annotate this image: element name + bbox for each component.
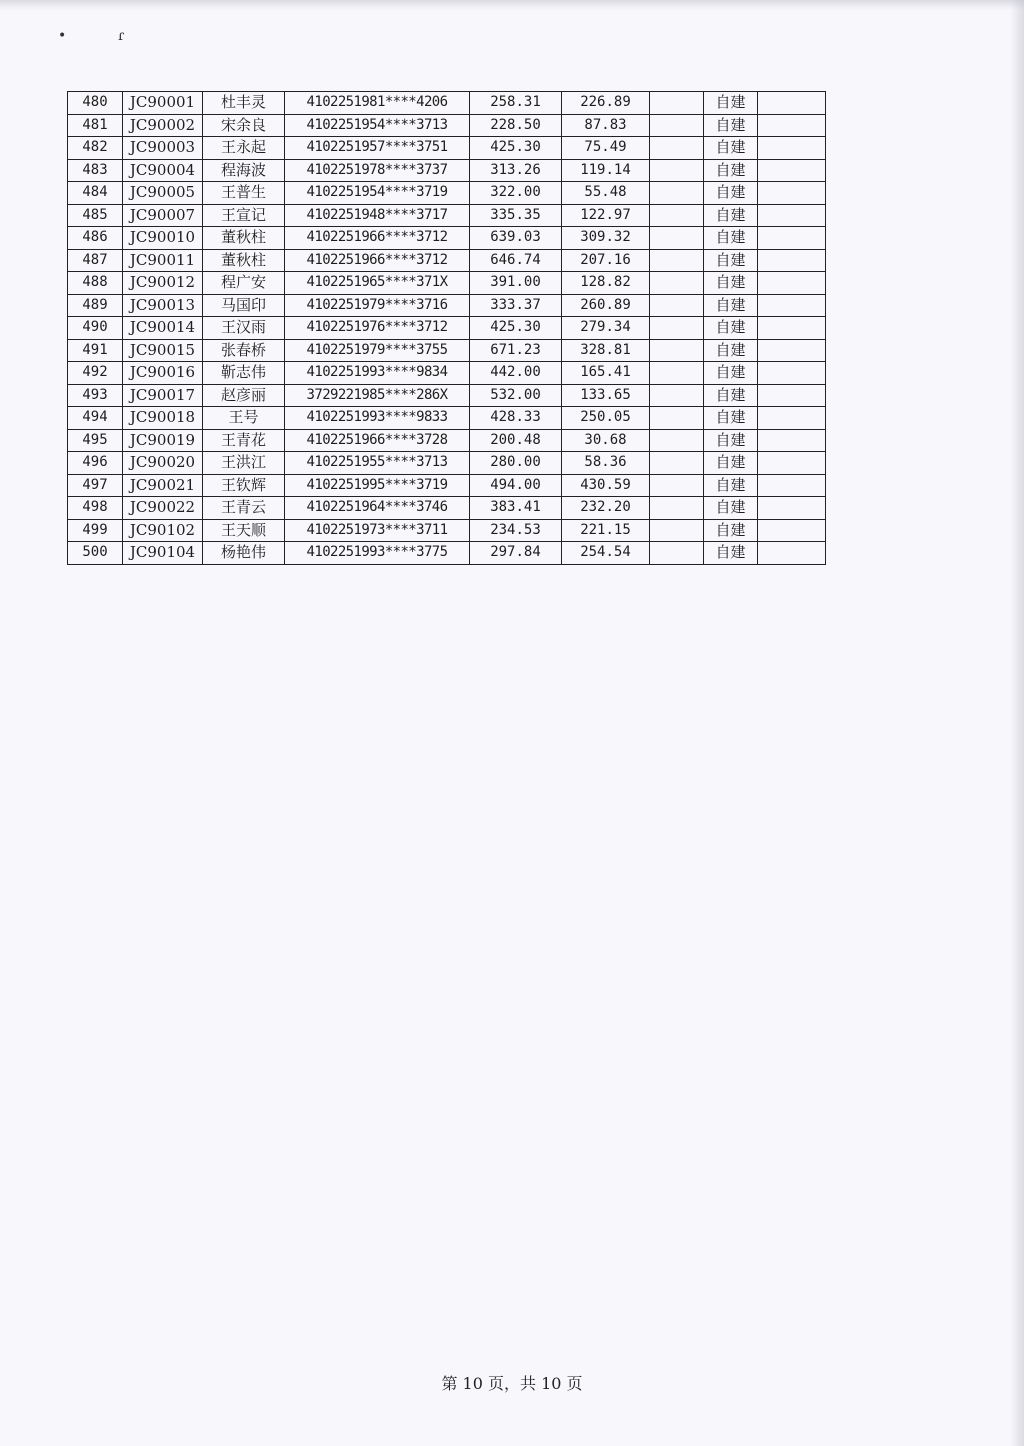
- table-row: [68, 362, 826, 385]
- seq-cell: 499: [68, 519, 123, 542]
- seq-cell: 488: [68, 272, 123, 295]
- scan-speck: •: [58, 28, 67, 44]
- scan-speck: ɾ: [118, 28, 125, 44]
- table-row: [68, 519, 826, 542]
- table-row: [68, 272, 826, 295]
- blank-cell: [650, 92, 704, 115]
- name-cell: 王洪江: [203, 452, 285, 475]
- type-cell: 自建: [704, 159, 758, 182]
- name-cell: 王汉雨: [203, 317, 285, 340]
- id-card-cell: 4102251978****3737: [285, 159, 470, 182]
- table-row: [68, 474, 826, 497]
- remark-cell: [758, 317, 826, 340]
- blank-cell: [650, 249, 704, 272]
- type-cell: 自建: [704, 474, 758, 497]
- area-a-cell: 322.00: [470, 182, 562, 205]
- id-card-cell: 4102251964****3746: [285, 497, 470, 520]
- area-a-cell: 442.00: [470, 362, 562, 385]
- id-card-cell: 4102251954****3719: [285, 182, 470, 205]
- type-cell: 自建: [704, 114, 758, 137]
- id-card-cell: 4102251965****371X: [285, 272, 470, 295]
- area-a-cell: 532.00: [470, 384, 562, 407]
- id-card-cell: 4102251981****4206: [285, 92, 470, 115]
- record-table-body: [68, 92, 826, 565]
- area-a-cell: 258.31: [470, 92, 562, 115]
- code-cell: JC90017: [123, 384, 203, 407]
- table-row: [68, 294, 826, 317]
- seq-cell: 498: [68, 497, 123, 520]
- blank-cell: [650, 452, 704, 475]
- seq-cell: 500: [68, 542, 123, 565]
- area-b-cell: 55.48: [562, 182, 650, 205]
- area-b-cell: 430.59: [562, 474, 650, 497]
- area-b-cell: 133.65: [562, 384, 650, 407]
- blank-cell: [650, 272, 704, 295]
- id-card-cell: 4102251976****3712: [285, 317, 470, 340]
- blank-cell: [650, 159, 704, 182]
- seq-cell: 484: [68, 182, 123, 205]
- code-cell: JC90102: [123, 519, 203, 542]
- type-cell: 自建: [704, 384, 758, 407]
- blank-cell: [650, 542, 704, 565]
- id-card-cell: 4102251979****3716: [285, 294, 470, 317]
- area-b-cell: 119.14: [562, 159, 650, 182]
- id-card-cell: 4102251966****3728: [285, 429, 470, 452]
- area-a-cell: 428.33: [470, 407, 562, 430]
- table-row: [68, 159, 826, 182]
- seq-cell: 492: [68, 362, 123, 385]
- blank-cell: [650, 137, 704, 160]
- area-a-cell: 639.03: [470, 227, 562, 250]
- area-b-cell: 87.83: [562, 114, 650, 137]
- remark-cell: [758, 159, 826, 182]
- code-cell: JC90104: [123, 542, 203, 565]
- table-row: [68, 452, 826, 475]
- remark-cell: [758, 204, 826, 227]
- type-cell: 自建: [704, 182, 758, 205]
- code-cell: JC90010: [123, 227, 203, 250]
- name-cell: 王钦辉: [203, 474, 285, 497]
- seq-cell: 493: [68, 384, 123, 407]
- remark-cell: [758, 384, 826, 407]
- type-cell: 自建: [704, 497, 758, 520]
- code-cell: JC90012: [123, 272, 203, 295]
- type-cell: 自建: [704, 249, 758, 272]
- remark-cell: [758, 452, 826, 475]
- type-cell: 自建: [704, 519, 758, 542]
- blank-cell: [650, 339, 704, 362]
- id-card-cell: 4102251957****3751: [285, 137, 470, 160]
- area-b-cell: 58.36: [562, 452, 650, 475]
- code-cell: JC90018: [123, 407, 203, 430]
- name-cell: 王号: [203, 407, 285, 430]
- id-card-cell: 3729221985****286X: [285, 384, 470, 407]
- table-row: [68, 317, 826, 340]
- area-a-cell: 200.48: [470, 429, 562, 452]
- remark-cell: [758, 407, 826, 430]
- seq-cell: 495: [68, 429, 123, 452]
- code-cell: JC90002: [123, 114, 203, 137]
- name-cell: 王永起: [203, 137, 285, 160]
- seq-cell: 490: [68, 317, 123, 340]
- code-cell: JC90020: [123, 452, 203, 475]
- area-a-cell: 425.30: [470, 317, 562, 340]
- remark-cell: [758, 474, 826, 497]
- remark-cell: [758, 519, 826, 542]
- id-card-cell: 4102251955****3713: [285, 452, 470, 475]
- remark-cell: [758, 362, 826, 385]
- type-cell: 自建: [704, 429, 758, 452]
- code-cell: JC90014: [123, 317, 203, 340]
- type-cell: 自建: [704, 92, 758, 115]
- table-row: [68, 182, 826, 205]
- id-card-cell: 4102251993****9833: [285, 407, 470, 430]
- type-cell: 自建: [704, 407, 758, 430]
- code-cell: JC90019: [123, 429, 203, 452]
- area-b-cell: 279.34: [562, 317, 650, 340]
- type-cell: 自建: [704, 362, 758, 385]
- name-cell: 杨艳伟: [203, 542, 285, 565]
- area-a-cell: 228.50: [470, 114, 562, 137]
- code-cell: JC90011: [123, 249, 203, 272]
- id-card-cell: 4102251979****3755: [285, 339, 470, 362]
- seq-cell: 496: [68, 452, 123, 475]
- blank-cell: [650, 317, 704, 340]
- name-cell: 张春桥: [203, 339, 285, 362]
- area-a-cell: 494.00: [470, 474, 562, 497]
- seq-cell: 497: [68, 474, 123, 497]
- remark-cell: [758, 542, 826, 565]
- area-b-cell: 75.49: [562, 137, 650, 160]
- seq-cell: 487: [68, 249, 123, 272]
- table-row: [68, 339, 826, 362]
- name-cell: 程广安: [203, 272, 285, 295]
- name-cell: 马国印: [203, 294, 285, 317]
- page-number: 第 10 页，共 10 页: [441, 1374, 583, 1393]
- code-cell: JC90021: [123, 474, 203, 497]
- area-b-cell: 122.97: [562, 204, 650, 227]
- area-b-cell: 260.89: [562, 294, 650, 317]
- area-a-cell: 335.35: [470, 204, 562, 227]
- table-row: [68, 249, 826, 272]
- area-a-cell: 234.53: [470, 519, 562, 542]
- seq-cell: 480: [68, 92, 123, 115]
- id-card-cell: 4102251995****3719: [285, 474, 470, 497]
- area-b-cell: 165.41: [562, 362, 650, 385]
- table-row: [68, 114, 826, 137]
- id-card-cell: 4102251966****3712: [285, 249, 470, 272]
- code-cell: JC90005: [123, 182, 203, 205]
- id-card-cell: 4102251993****9834: [285, 362, 470, 385]
- blank-cell: [650, 429, 704, 452]
- scan-edge-shadow: [1010, 0, 1024, 1446]
- type-cell: 自建: [704, 339, 758, 362]
- name-cell: 宋余良: [203, 114, 285, 137]
- id-card-cell: 4102251954****3713: [285, 114, 470, 137]
- remark-cell: [758, 339, 826, 362]
- remark-cell: [758, 227, 826, 250]
- type-cell: 自建: [704, 542, 758, 565]
- seq-cell: 491: [68, 339, 123, 362]
- name-cell: 王普生: [203, 182, 285, 205]
- name-cell: 赵彦丽: [203, 384, 285, 407]
- type-cell: 自建: [704, 272, 758, 295]
- code-cell: JC90016: [123, 362, 203, 385]
- area-b-cell: 250.05: [562, 407, 650, 430]
- code-cell: JC90015: [123, 339, 203, 362]
- name-cell: 靳志伟: [203, 362, 285, 385]
- area-b-cell: 30.68: [562, 429, 650, 452]
- area-b-cell: 207.16: [562, 249, 650, 272]
- name-cell: 王宣记: [203, 204, 285, 227]
- area-a-cell: 297.84: [470, 542, 562, 565]
- name-cell: 程海波: [203, 159, 285, 182]
- area-a-cell: 646.74: [470, 249, 562, 272]
- area-b-cell: 309.32: [562, 227, 650, 250]
- code-cell: JC90004: [123, 159, 203, 182]
- area-a-cell: 333.37: [470, 294, 562, 317]
- type-cell: 自建: [704, 317, 758, 340]
- name-cell: 杜丰灵: [203, 92, 285, 115]
- remark-cell: [758, 137, 826, 160]
- remark-cell: [758, 114, 826, 137]
- table-row: [68, 407, 826, 430]
- area-a-cell: 671.23: [470, 339, 562, 362]
- blank-cell: [650, 114, 704, 137]
- blank-cell: [650, 474, 704, 497]
- blank-cell: [650, 384, 704, 407]
- table-row: [68, 137, 826, 160]
- blank-cell: [650, 519, 704, 542]
- table-row: [68, 204, 826, 227]
- area-b-cell: 328.81: [562, 339, 650, 362]
- seq-cell: 483: [68, 159, 123, 182]
- seq-cell: 489: [68, 294, 123, 317]
- id-card-cell: 4102251966****3712: [285, 227, 470, 250]
- type-cell: 自建: [704, 452, 758, 475]
- remark-cell: [758, 92, 826, 115]
- code-cell: JC90022: [123, 497, 203, 520]
- remark-cell: [758, 182, 826, 205]
- table-row: [68, 384, 826, 407]
- remark-cell: [758, 272, 826, 295]
- seq-cell: 482: [68, 137, 123, 160]
- blank-cell: [650, 227, 704, 250]
- remark-cell: [758, 249, 826, 272]
- name-cell: 董秋柱: [203, 227, 285, 250]
- name-cell: 王青花: [203, 429, 285, 452]
- area-a-cell: 313.26: [470, 159, 562, 182]
- blank-cell: [650, 204, 704, 227]
- table-row: [68, 227, 826, 250]
- area-b-cell: 128.82: [562, 272, 650, 295]
- area-b-cell: 221.15: [562, 519, 650, 542]
- area-a-cell: 391.00: [470, 272, 562, 295]
- blank-cell: [650, 294, 704, 317]
- seq-cell: 486: [68, 227, 123, 250]
- name-cell: 王青云: [203, 497, 285, 520]
- area-b-cell: 226.89: [562, 92, 650, 115]
- type-cell: 自建: [704, 137, 758, 160]
- type-cell: 自建: [704, 204, 758, 227]
- area-a-cell: 383.41: [470, 497, 562, 520]
- code-cell: JC90001: [123, 92, 203, 115]
- name-cell: 王天顺: [203, 519, 285, 542]
- scan-top-shadow: [0, 0, 1024, 10]
- remark-cell: [758, 497, 826, 520]
- table-row: [68, 542, 826, 565]
- blank-cell: [650, 407, 704, 430]
- remark-cell: [758, 429, 826, 452]
- table-row: [68, 92, 826, 115]
- remark-cell: [758, 294, 826, 317]
- blank-cell: [650, 362, 704, 385]
- id-card-cell: 4102251993****3775: [285, 542, 470, 565]
- type-cell: 自建: [704, 294, 758, 317]
- table-row: [68, 429, 826, 452]
- code-cell: JC90007: [123, 204, 203, 227]
- seq-cell: 494: [68, 407, 123, 430]
- area-a-cell: 425.30: [470, 137, 562, 160]
- id-card-cell: 4102251973****3711: [285, 519, 470, 542]
- area-a-cell: 280.00: [470, 452, 562, 475]
- table-row: [68, 497, 826, 520]
- code-cell: JC90013: [123, 294, 203, 317]
- type-cell: 自建: [704, 227, 758, 250]
- seq-cell: 485: [68, 204, 123, 227]
- area-b-cell: 254.54: [562, 542, 650, 565]
- seq-cell: 481: [68, 114, 123, 137]
- id-card-cell: 4102251948****3717: [285, 204, 470, 227]
- code-cell: JC90003: [123, 137, 203, 160]
- record-table: [67, 91, 826, 565]
- blank-cell: [650, 182, 704, 205]
- area-b-cell: 232.20: [562, 497, 650, 520]
- name-cell: 董秋柱: [203, 249, 285, 272]
- blank-cell: [650, 497, 704, 520]
